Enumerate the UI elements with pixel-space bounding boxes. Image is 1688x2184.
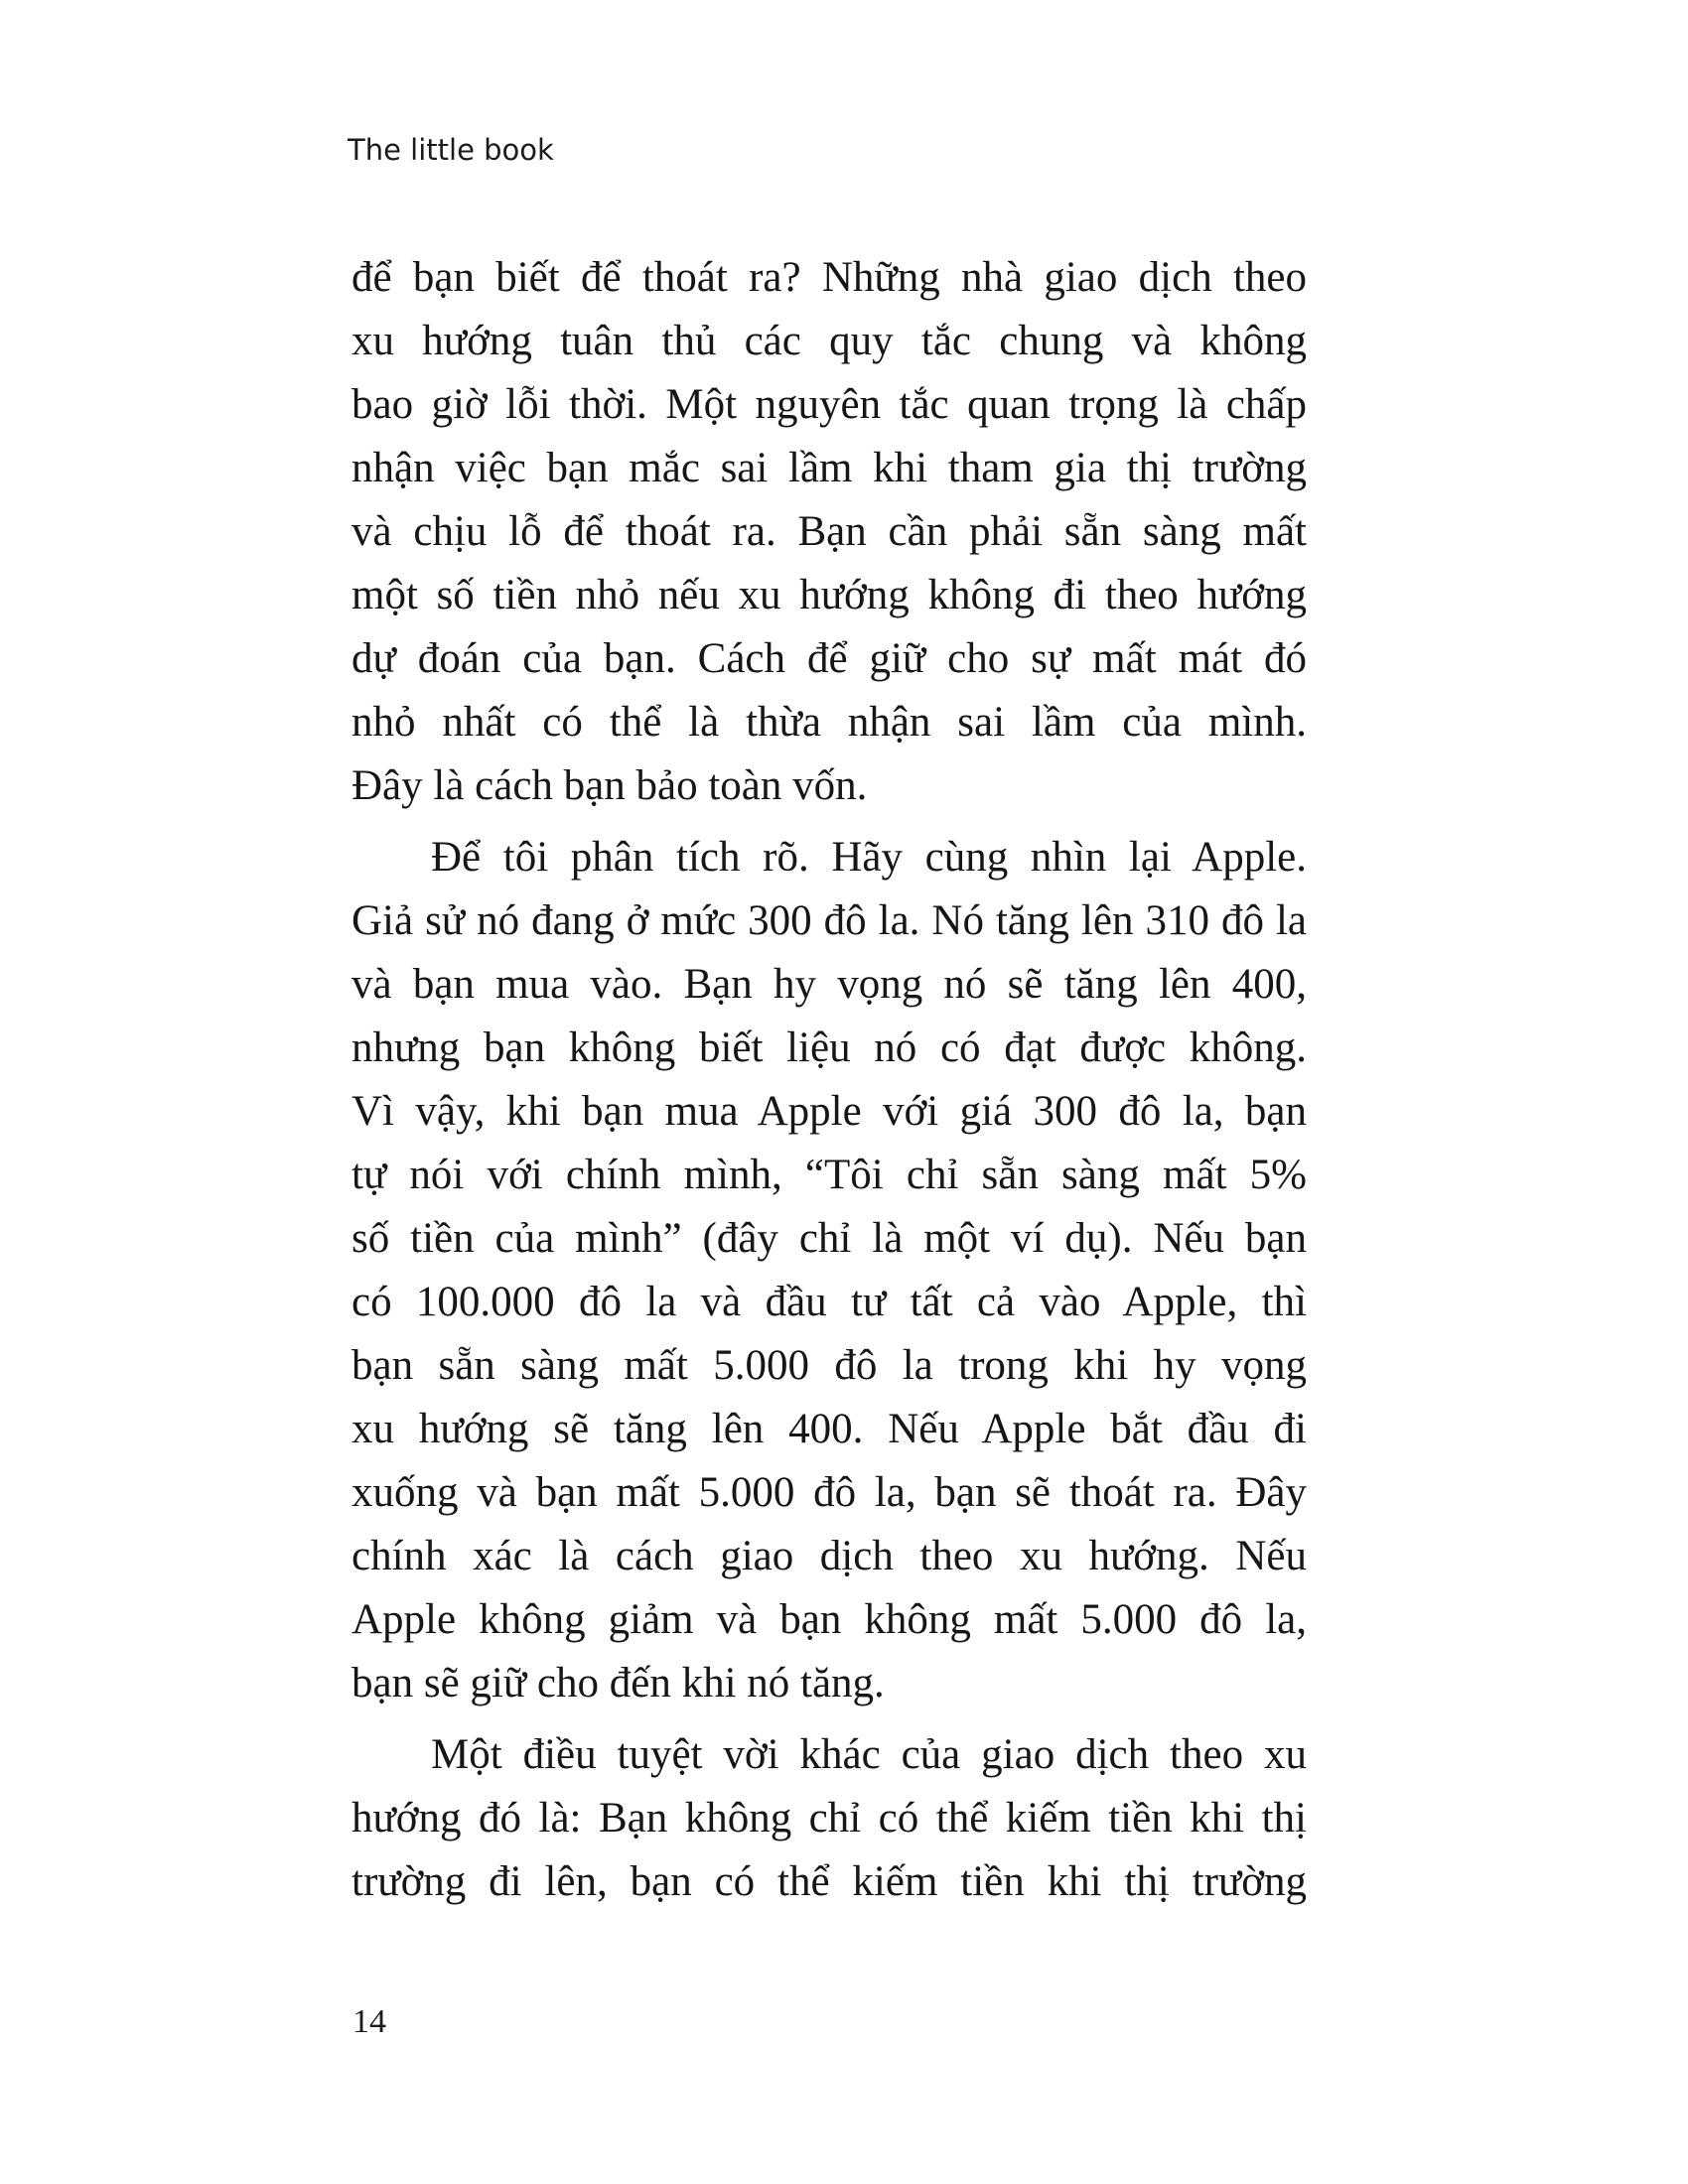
text-line: Đây là cách bạn bảo toàn vốn.	[352, 762, 868, 809]
text-line: để bạn biết để thoát ra? Những nhà giao dịch theo	[352, 254, 1307, 301]
text-line: tự nói với chính mình, “Tôi chỉ sẵn sàng mất 5%	[352, 1152, 1307, 1198]
running-header: The little book	[348, 133, 554, 167]
text-line: có 100.000 đô la và đầu tư tất cả vào Apple, thì	[352, 1279, 1307, 1325]
text-line: Apple không giảm và bạn không mất 5.000 đô la,	[352, 1596, 1307, 1643]
body-text	[352, 246, 1307, 1914]
text-line: số tiền của mình” (đây chỉ là một ví dụ). Nếu bạn	[352, 1215, 1307, 1262]
paragraph-2	[352, 826, 1307, 1715]
text-line: hướng đó là: Bạn không chỉ có thể kiếm tiền khi thị	[352, 1795, 1307, 1842]
text-line: nhưng bạn không biết liệu nó có đạt được không.	[352, 1024, 1307, 1071]
text-line: bạn sẵn sàng mất 5.000 đô la trong khi hy vọng	[352, 1342, 1307, 1389]
text-line: dự đoán của bạn. Cách để giữ cho sự mất mát đó	[352, 635, 1307, 682]
text-line: bạn sẽ giữ cho đến khi nó tăng.	[352, 1660, 885, 1706]
text-line: Để tôi phân tích rõ. Hãy cùng nhìn lại Apple.	[431, 834, 1307, 881]
text-line: bao giờ lỗi thời. Một nguyên tắc quan trọng là chấp	[352, 381, 1307, 428]
page-number: 14	[352, 2003, 386, 2040]
text-line: và bạn mua vào. Bạn hy vọng nó sẽ tăng lên 400,	[352, 961, 1307, 1008]
text-line: nhận việc bạn mắc sai lầm khi tham gia thị trường	[352, 445, 1307, 491]
text-line: nhỏ nhất có thể là thừa nhận sai lầm của mình.	[352, 699, 1307, 746]
text-line: Giả sử nó đang ở mức 300 đô la. Nó tăng lên 310 đô la	[352, 897, 1307, 944]
text-line: chính xác là cách giao dịch theo xu hướng. Nếu	[352, 1533, 1307, 1579]
paragraph-3	[352, 1723, 1307, 1914]
text-line: xu hướng sẽ tăng lên 400. Nếu Apple bắt đầu đi	[352, 1406, 1307, 1452]
text-line: trường đi lên, bạn có thể kiếm tiền khi thị trường	[352, 1858, 1307, 1905]
text-line: xuống và bạn mất 5.000 đô la, bạn sẽ thoát ra. Đây	[352, 1469, 1307, 1516]
paragraph-1	[352, 246, 1307, 818]
text-line: Một điều tuyệt vời khác của giao dịch theo xu	[431, 1731, 1307, 1778]
text-line: một số tiền nhỏ nếu xu hướng không đi theo hướng	[352, 572, 1307, 618]
text-line: xu hướng tuân thủ các quy tắc chung và không	[352, 318, 1307, 364]
text-line: và chịu lỗ để thoát ra. Bạn cần phải sẵn sàng mất	[352, 508, 1307, 555]
text-line: Vì vậy, khi bạn mua Apple với giá 300 đô la, bạn	[352, 1088, 1307, 1135]
